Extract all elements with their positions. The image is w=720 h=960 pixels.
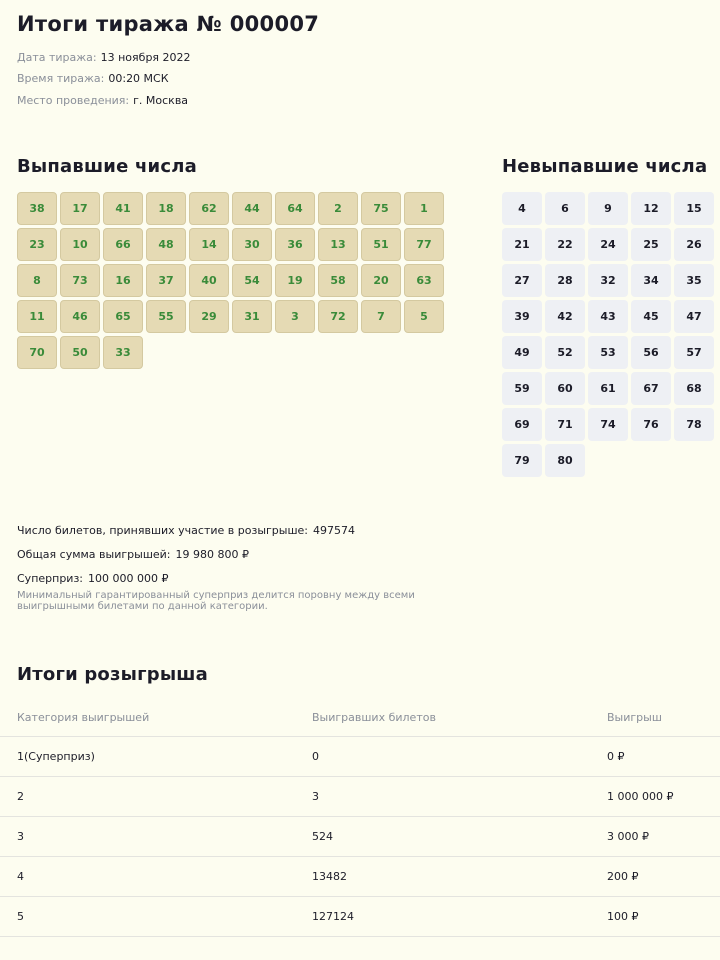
not-drawn-number: 21 (502, 228, 542, 261)
not-drawn-number: 49 (502, 336, 542, 369)
drawn-number: 8 (17, 264, 57, 297)
total-winnings-label: Общая сумма выигрышей: (17, 548, 171, 561)
not-drawn-number: 27 (502, 264, 542, 297)
drawn-number: 62 (189, 192, 229, 225)
drawn-number: 19 (275, 264, 315, 297)
not-drawn-number: 43 (588, 300, 628, 333)
drawn-numbers-title: Выпавшие числа (17, 156, 197, 177)
results-row (0, 777, 720, 817)
not-drawn-number: 15 (674, 192, 714, 225)
results-title: Итоги розыгрыша (17, 664, 208, 685)
not-drawn-number: 35 (674, 264, 714, 297)
drawn-number: 31 (232, 300, 272, 333)
not-drawn-number: 28 (545, 264, 585, 297)
tickets-count-label: Число билетов, принявших участие в розыгрыше: (17, 524, 309, 537)
superprize (17, 572, 169, 585)
prize-cell: 3 000 ₽ (607, 817, 720, 857)
header-prize: Выигрыш (607, 698, 720, 737)
prize-cell: 100 ₽ (607, 897, 720, 937)
drawn-number: 46 (60, 300, 100, 333)
draw-time (17, 72, 169, 85)
drawn-number: 5 (404, 300, 444, 333)
not-drawn-number: 68 (674, 372, 714, 405)
draw-date-value: 13 ноября 2022 (100, 51, 191, 64)
drawn-number: 1 (404, 192, 444, 225)
not-drawn-number: 71 (545, 408, 585, 441)
not-drawn-number: 78 (674, 408, 714, 441)
drawn-number: 36 (275, 228, 315, 261)
drawn-number: 44 (232, 192, 272, 225)
not-drawn-number: 12 (631, 192, 671, 225)
results-row (0, 817, 720, 857)
not-drawn-number: 61 (588, 372, 628, 405)
total-winnings-value: 19 980 800 ₽ (175, 548, 249, 561)
superprize-note: Минимальный гарантированный суперприз делится поровну между всеми выигрышными билетами по данной категории. (17, 590, 415, 612)
not-drawn-number: 32 (588, 264, 628, 297)
not-drawn-number: 47 (674, 300, 714, 333)
winning-tickets-cell: 3 (312, 777, 607, 817)
category-cell: 2 (0, 777, 312, 817)
drawn-number: 3 (275, 300, 315, 333)
not-drawn-number: 59 (502, 372, 542, 405)
drawn-number: 37 (146, 264, 186, 297)
not-drawn-number: 52 (545, 336, 585, 369)
drawn-number: 55 (146, 300, 186, 333)
superprize-value: 100 000 000 ₽ (88, 572, 169, 585)
drawn-number: 41 (103, 192, 143, 225)
draw-place-value: г. Москва (133, 94, 189, 107)
category-cell: 5 (0, 897, 312, 937)
drawn-number: 75 (361, 192, 401, 225)
drawn-numbers-grid (17, 192, 444, 369)
drawn-number: 58 (318, 264, 358, 297)
drawn-number: 14 (189, 228, 229, 261)
draw-time-value: 00:20 МСК (108, 72, 169, 85)
not-drawn-number: 45 (631, 300, 671, 333)
drawn-number: 18 (146, 192, 186, 225)
not-drawn-number: 74 (588, 408, 628, 441)
not-drawn-number: 80 (545, 444, 585, 477)
winning-tickets-cell: 524 (312, 817, 607, 857)
results-header-row (0, 698, 720, 737)
category-cell: 4 (0, 857, 312, 897)
header-category: Категория выигрышей (0, 698, 312, 737)
drawn-number: 48 (146, 228, 186, 261)
not-drawn-number: 76 (631, 408, 671, 441)
not-drawn-number: 57 (674, 336, 714, 369)
results-row (0, 857, 720, 897)
drawn-number: 20 (361, 264, 401, 297)
drawn-number: 65 (103, 300, 143, 333)
not-drawn-number: 34 (631, 264, 671, 297)
not-drawn-number: 26 (674, 228, 714, 261)
drawn-number: 38 (17, 192, 57, 225)
superprize-label: Суперприз: (17, 572, 84, 585)
header-winning-tickets: Выигравших билетов (312, 698, 607, 737)
drawn-number: 10 (60, 228, 100, 261)
not-drawn-number: 9 (588, 192, 628, 225)
drawn-number: 66 (103, 228, 143, 261)
drawn-number: 13 (318, 228, 358, 261)
category-cell: 3 (0, 817, 312, 857)
drawn-number: 63 (404, 264, 444, 297)
drawn-number: 2 (318, 192, 358, 225)
drawn-number: 54 (232, 264, 272, 297)
draw-time-label: Время тиража: (17, 72, 105, 85)
prize-cell: 200 ₽ (607, 857, 720, 897)
not-drawn-number: 67 (631, 372, 671, 405)
winning-tickets-cell: 127124 (312, 897, 607, 937)
prize-cell: 1 000 000 ₽ (607, 777, 720, 817)
not-drawn-number: 53 (588, 336, 628, 369)
drawn-number: 40 (189, 264, 229, 297)
not-drawn-numbers-grid (502, 192, 714, 477)
drawn-number: 51 (361, 228, 401, 261)
tickets-count-value: 497574 (313, 524, 356, 537)
not-drawn-number: 42 (545, 300, 585, 333)
drawn-number: 73 (60, 264, 100, 297)
results-row (0, 897, 720, 937)
drawn-number: 64 (275, 192, 315, 225)
not-drawn-number: 25 (631, 228, 671, 261)
category-cell: 1(Суперприз) (0, 737, 312, 777)
drawn-number: 7 (361, 300, 401, 333)
not-drawn-number: 60 (545, 372, 585, 405)
drawn-number: 77 (404, 228, 444, 261)
drawn-number: 72 (318, 300, 358, 333)
drawn-number: 23 (17, 228, 57, 261)
drawn-number: 29 (189, 300, 229, 333)
draw-date-label: Дата тиража: (17, 51, 97, 64)
page-title: Итоги тиража № 000007 (17, 12, 320, 36)
not-drawn-numbers-title: Невыпавшие числа (502, 156, 708, 177)
drawn-number: 70 (17, 336, 57, 369)
not-drawn-number: 6 (545, 192, 585, 225)
results-row (0, 737, 720, 777)
not-drawn-number: 69 (502, 408, 542, 441)
not-drawn-number: 79 (502, 444, 542, 477)
not-drawn-number: 56 (631, 336, 671, 369)
not-drawn-number: 22 (545, 228, 585, 261)
draw-date (17, 51, 191, 64)
total-winnings (17, 548, 249, 561)
drawn-number: 50 (60, 336, 100, 369)
not-drawn-number: 39 (502, 300, 542, 333)
drawn-number: 17 (60, 192, 100, 225)
tickets-count (17, 524, 355, 537)
drawn-number: 33 (103, 336, 143, 369)
drawn-number: 16 (103, 264, 143, 297)
drawn-number: 11 (17, 300, 57, 333)
not-drawn-number: 4 (502, 192, 542, 225)
drawn-number: 30 (232, 228, 272, 261)
winning-tickets-cell: 13482 (312, 857, 607, 897)
draw-place-label: Место проведения: (17, 94, 130, 107)
results-table (0, 698, 720, 937)
winning-tickets-cell: 0 (312, 737, 607, 777)
draw-place (17, 94, 188, 107)
not-drawn-number: 24 (588, 228, 628, 261)
prize-cell: 0 ₽ (607, 737, 720, 777)
